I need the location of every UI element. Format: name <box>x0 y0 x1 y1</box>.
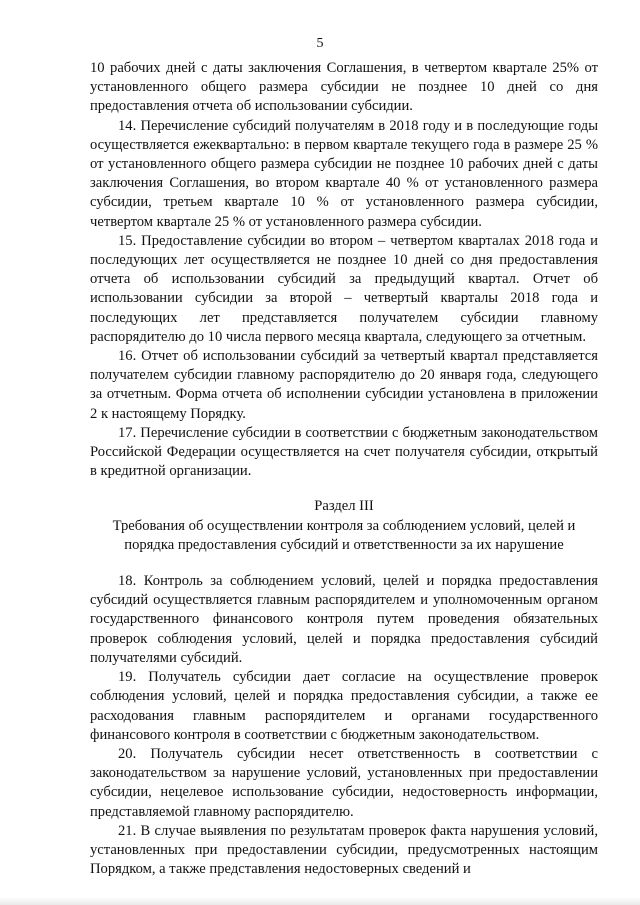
paragraph-17: 17. Перечисление субсидии в соответствии с бюджетным законодательством Российской Федерации осуществляется на счет получателя субсидии, открытый в кредитной организации. <box>90 424 598 480</box>
paragraph-16: 16. Отчет об использовании субсидий за четвертый квартал представляется получателем субсидии главному распорядителю до 20 января года, следующего за отчетным. Форма отчета об исполнении субсидии установлена в приложении 2 к настоящему Порядку. <box>90 348 598 422</box>
page-number: 5 <box>316 36 324 51</box>
paragraph-18: 18. Контроль за соблюдением условий, целей и порядка предоставления субсидий осуществляется главным распорядителем и уполномоченным органом государственного финансового контроля путем проведения обязательных проверок соблюдения условий, целей и порядка предоставления субсидий получателями субсидий. <box>90 573 598 666</box>
document-body <box>90 59 598 879</box>
paragraph-14: 14. Перечисление субсидий получателям в 2018 году и в последующие годы осуществляется ежеквартально: в первом квартале текущего года в размере 25 % от установленного общего размера субсидии не позднее 10 рабочих дней с даты заключения Соглашения, во втором квартале 40 % от установленного размера субсидии, третьем квартале 10 % от установленного размера субсидии, четвертом квартале 25 % от установленного размера субсидии. <box>90 117 598 230</box>
paragraph-20: 20. Получатель субсидии несет ответственность в соответствии с законодательством за нарушение условий, установленных при предоставлении субсидии, нецелевое использование субсидии, недостоверность информации, представляемой главному распорядителю. <box>90 745 598 820</box>
paragraph-21: 21. В случае выявления по результатам проверок факта нарушения условий, установленных при предоставлении субсидии, предусмотренных настоящим Порядком, а также представления недостоверных сведений и <box>90 822 598 878</box>
paragraph-15: 15. Предоставление субсидии во втором – четвертом кварталах 2018 года и последующих лет осуществляется не позднее 10 дней со дня предоставления отчета об использовании субсидий за предыдущий квартал. Отчет об использовании субсидии за второй – четвертый кварталы 2018 года и последующих лет представляется получателем субсидии главному распорядителю до 10 числа первого месяца квартала, следующего за отчетным. <box>90 232 598 345</box>
paragraph-19: 19. Получатель субсидии дает согласие на осуществление проверок соблюдения условий, целей и порядка предоставления субсидии, а также ее расходования главным распорядителем и органами государственного финансового контроля в соответствии с бюджетным законодательством. <box>90 669 598 743</box>
page-bottom-edge <box>0 897 640 905</box>
section-subtitle: Требования об осуществлении контроля за соблюдением условий, целей и порядка предоставления субсидий и ответственности за их нарушение <box>112 517 576 553</box>
paragraph-13-continuation: 10 рабочих дней с даты заключения Соглашения, в четвертом квартале 25% от установленного общего размера субсидии не позднее 10 дней со дня предоставления отчета об использовании субсидии. <box>90 60 598 115</box>
section-heading: Раздел III <box>314 498 374 515</box>
